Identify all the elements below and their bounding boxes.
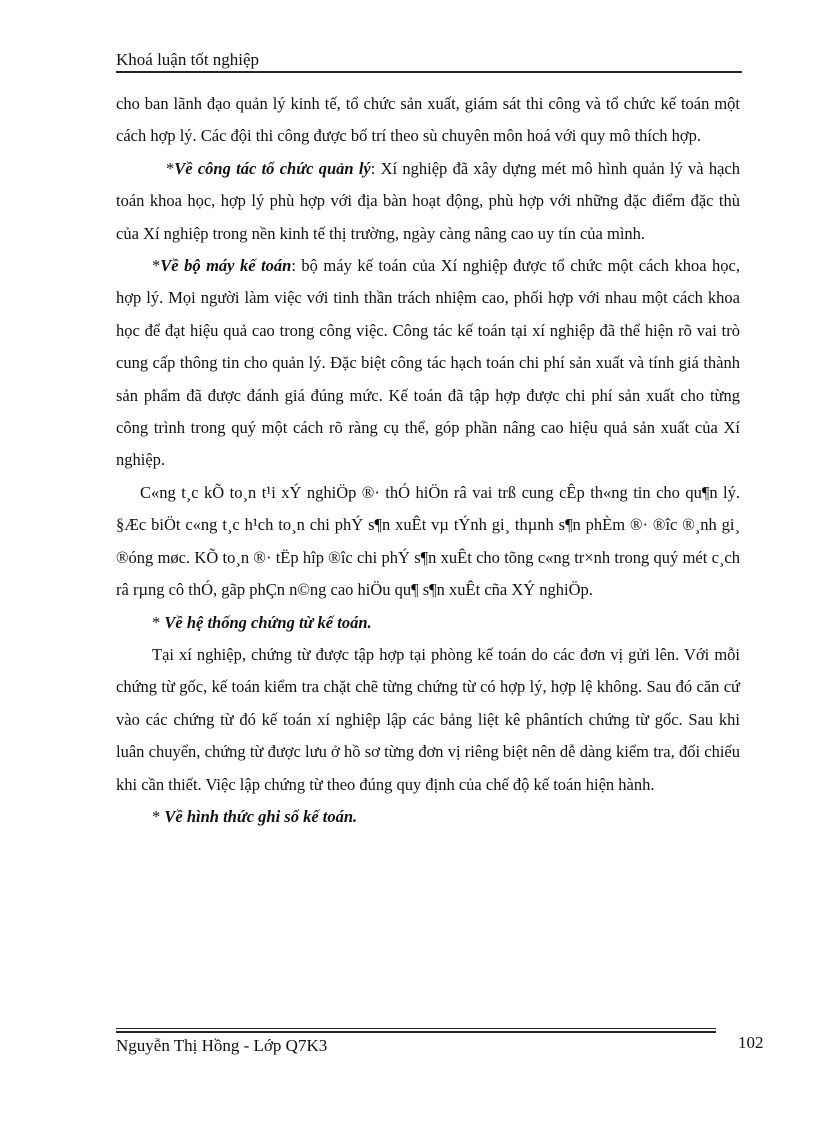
section-heading-documents-line: [116, 607, 740, 639]
paragraph-garbled-encoding: C«ng t¸c kÕ to¸n t¹i xÝ nghiÖp ®· thÓ hiÖn râ vai trß cung cÊp th«ng tin cho qu¶n lý. §Æc biÖt c«ng t¸c h¹ch to¸n chi phÝ s¶n xuÊt vµ tÝnh gi¸ thµnh s¶n phÈm ®· ®îc ®¸nh gi¸ ®óng møc. KÕ to¸n ®· tËp hîp ®îc chi phÝ s¶n xuÊt cho tõng c«ng tr×nh trong quý mét c¸ch râ rµng cô thÓ, gãp phÇn n©ng cao hiÖu qu¶ s¶n xuÊt cña XÝ nghiÖp.: [116, 482, 740, 600]
section-heading-accounting-apparatus: Về bộ máy kế toán: [160, 256, 292, 276]
bullet-star: *: [152, 806, 161, 826]
paragraph-documents: Tại xí nghiệp, chứng từ được tập hợp tại phòng kế toán do các đơn vị gửi lên. Với mỗi chứng từ gốc, kế toán kiểm tra chặt chẽ từng chứng từ có hợp lý, hợp lệ không. Sau đó căn cứ vào các chứng từ đó kế toán xí nghiệp lập các bảng liệt kê phântích chứng từ gốc. Sau khi luân chuyển, chứng từ được lưu ở hồ sơ từng đơn vị riêng biệt nên dễ dàng kiểm tra, đối chiếu khi cần thiết. Việc lập chứng từ theo đúng quy định của chế độ kế toán hiện hành.: [116, 644, 740, 794]
section-heading-bookkeeping: Về hình thức ghi sổ kế toán.: [164, 806, 358, 826]
section-heading-documents: Về hệ thống chứng từ kế toán.: [164, 612, 372, 632]
section-heading-bookkeeping-line: [116, 801, 740, 833]
footer-author: Nguyễn Thị Hồng - Lớp Q7K3: [116, 1036, 328, 1055]
page-number: 102: [738, 1033, 764, 1052]
header-rule: [116, 71, 742, 73]
bullet-star: *: [152, 612, 161, 632]
paragraph-accounting-apparatus: [116, 250, 740, 477]
footer-rule-thin: [116, 1028, 716, 1029]
bullet-star: *: [152, 256, 161, 276]
page-header-title: Khoá luận tốt nghiệp: [116, 50, 260, 69]
footer-rule-thick: [116, 1031, 716, 1033]
paragraph-intro: cho ban lãnh đạo quản lý kinh tế, tổ chức sản xuất, giám sát thi công và tổ chức kế toán một cách hợp lý. Các đội thi công được bố trí theo sù chuyên môn hoá với quy mô thích hợp.: [116, 94, 740, 146]
document-body: [116, 88, 740, 833]
bullet-star: *: [166, 158, 175, 178]
section-heading-management: Về công tác tổ chức quản lý: [174, 158, 371, 178]
paragraph-accounting-apparatus-text: : bộ máy kế toán của Xí nghiệp được tổ chức một cách khoa học, hợp lý. Mọi người làm việc với tinh thần trách nhiệm cao, phối hợp với nhau một cách khoa học để đạt hiệu quả cao trong công việc. Công tác kế toán tại xí nghiệp đã thể hiện rõ vai trò cung cấp thông tin cho quản lý. Đặc biệt công tác hạch toán chi phí sản xuất và tính giá thành sản phẩm đã được đánh giá đúng mức. Kế toán đã tập hợp được chi phí sản xuất cho từng công trình trong quý một cách rõ ràng cụ thể, góp phần nâng cao hiệu quả sản xuất của Xí nghiệp.: [116, 256, 740, 470]
paragraph-management: [116, 153, 740, 250]
paragraph-management-text: : Xí nghiệp đã xây dựng mét mô hình quản lý và hạch toán khoa học, hợp lý phù hợp với địa bàn hoạt động, phù hợp với những đặc điểm đặc thù của Xí nghiệp trong nền kinh tế thị trường, ngày càng nâng cao uy tín của mình.: [116, 158, 740, 243]
